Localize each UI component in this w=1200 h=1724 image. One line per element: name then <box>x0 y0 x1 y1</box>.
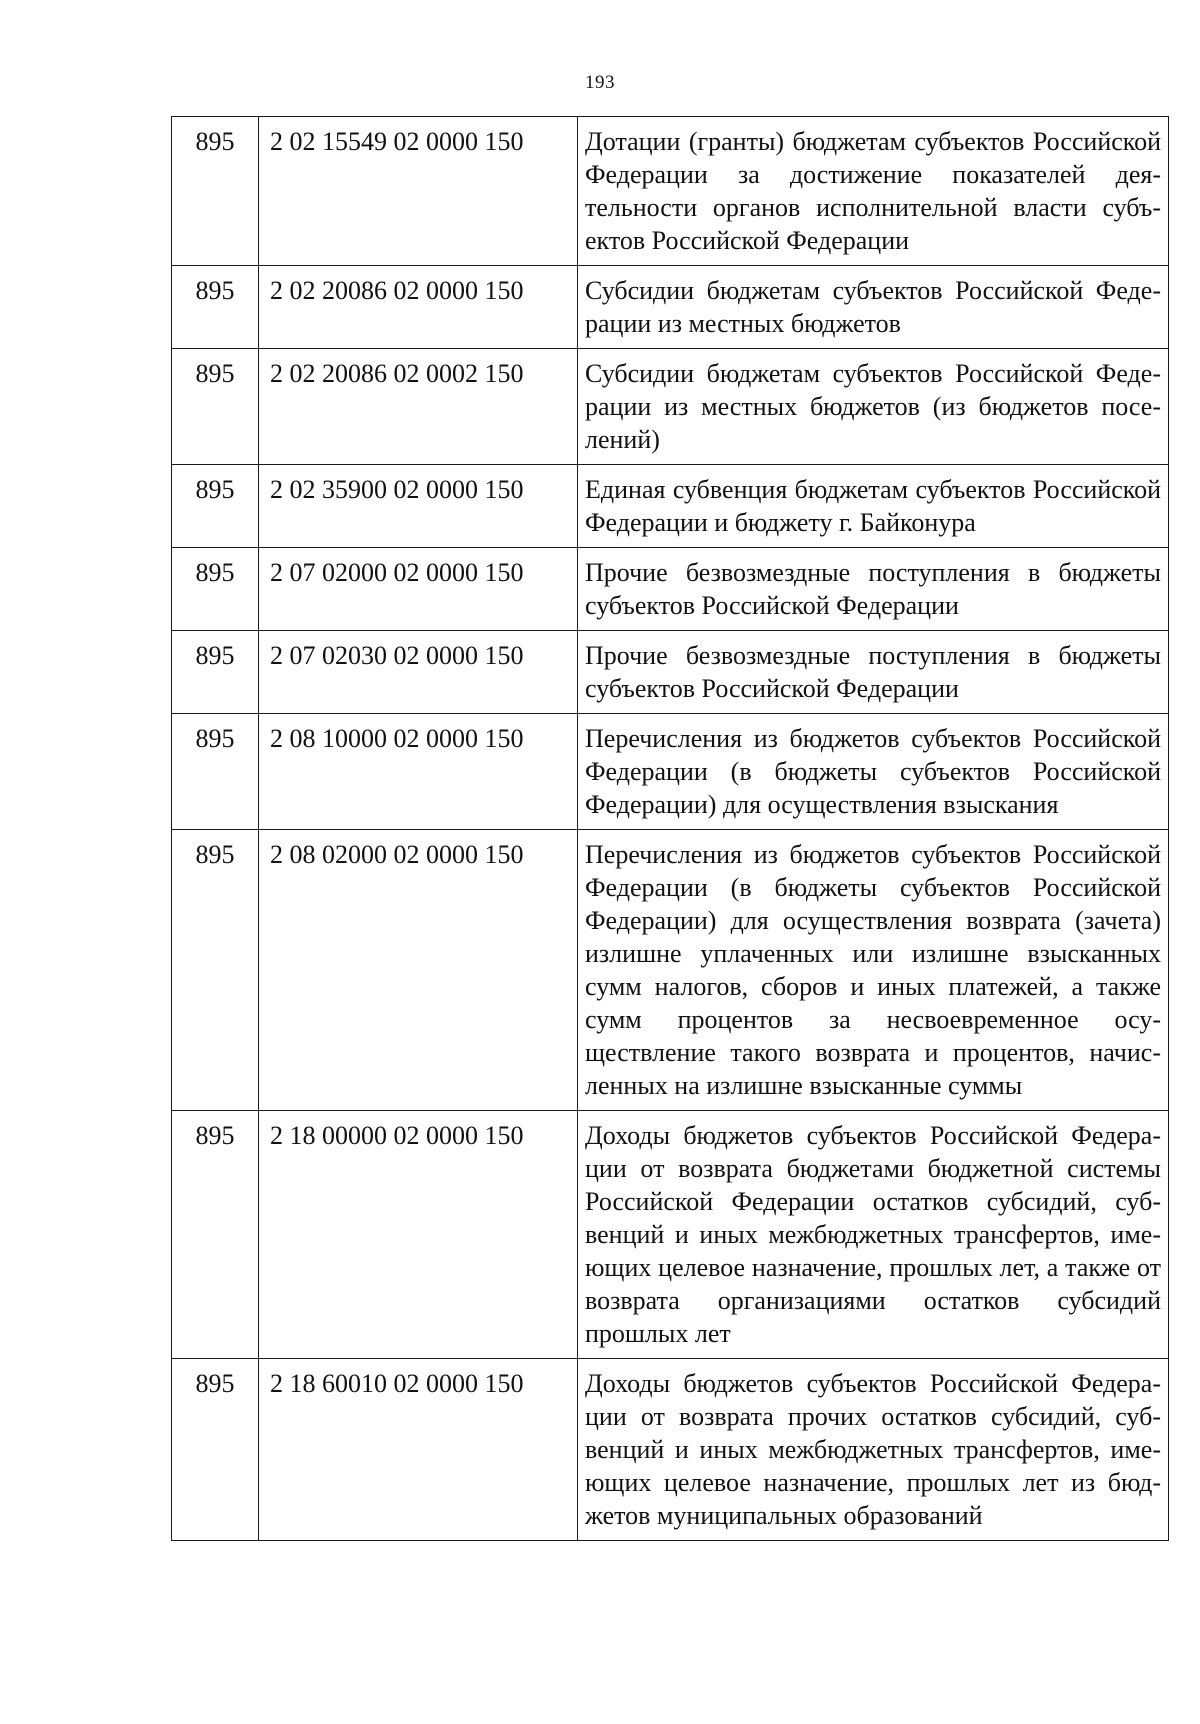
income-name-cell: Единая субвенция бюджетам субъектов Российской Федерации и бюджету г. Байконура <box>578 465 1169 548</box>
income-name-cell: Прочие безвозмездные поступления в бюджеты субъектов Российской Федерации <box>578 631 1169 714</box>
income-name-cell: Доходы бюджетов субъектов Российской Федерации от возврата прочих остатков субсидий, субвенций и иных межбюджетных трансфертов, имеющих целевое назначение, прошлых лет из бюджетов муниципальных образований <box>578 1359 1169 1541</box>
admin-code-cell: 895 <box>172 830 259 1111</box>
budget-code-cell: 2 18 60010 02 0000 150 <box>259 1359 578 1541</box>
income-name-cell: Дотации (гранты) бюджетам субъектов Российской Федерации за достижение показателей деятельности органов исполнительной власти субъектов Российской Федерации <box>578 117 1169 266</box>
table-row <box>172 1111 1169 1359</box>
income-name-cell: Перечисления из бюджетов субъектов Российской Федерации (в бюджеты субъектов Российской Федерации) для осуществления взыскания <box>578 714 1169 830</box>
budget-code-cell: 2 02 20086 02 0002 150 <box>259 349 578 465</box>
admin-code-cell: 895 <box>172 1111 259 1359</box>
admin-code-cell: 895 <box>172 1359 259 1541</box>
table-row <box>172 465 1169 548</box>
budget-code-cell: 2 02 35900 02 0000 150 <box>259 465 578 548</box>
income-name-cell: Субсидии бюджетам субъектов Российской Федерации из местных бюджетов <box>578 266 1169 349</box>
table-row <box>172 631 1169 714</box>
table-row <box>172 548 1169 631</box>
table-body <box>172 117 1169 1541</box>
budget-code-cell: 2 07 02000 02 0000 150 <box>259 548 578 631</box>
table-row <box>172 1359 1169 1541</box>
income-name-cell: Прочие безвозмездные поступления в бюджеты субъектов Российской Федерации <box>578 548 1169 631</box>
page-number: 193 <box>585 72 615 93</box>
admin-code-cell: 895 <box>172 349 259 465</box>
admin-code-cell: 895 <box>172 266 259 349</box>
budget-code-cell: 2 07 02030 02 0000 150 <box>259 631 578 714</box>
admin-code-cell: 895 <box>172 714 259 830</box>
budget-code-cell: 2 18 00000 02 0000 150 <box>259 1111 578 1359</box>
budget-code-cell: 2 08 10000 02 0000 150 <box>259 714 578 830</box>
income-name-cell: Субсидии бюджетам субъектов Российской Федерации из местных бюджетов (из бюджетов поселений) <box>578 349 1169 465</box>
income-name-cell: Доходы бюджетов субъектов Российской Федерации от возврата бюджетами бюджетной системы Российской Федерации остатков субсидий, субвенций и иных межбюджетных трансфертов, имеющих целевое назначение, прошлых лет, а также от возврата организациями остатков субсидий прошлых лет <box>578 1111 1169 1359</box>
budget-code-cell: 2 02 20086 02 0000 150 <box>259 266 578 349</box>
admin-code-cell: 895 <box>172 465 259 548</box>
table-row <box>172 714 1169 830</box>
admin-code-cell: 895 <box>172 117 259 266</box>
table-row <box>172 830 1169 1111</box>
admin-code-cell: 895 <box>172 548 259 631</box>
income-name-cell: Перечисления из бюджетов субъектов Российской Федерации (в бюджеты субъектов Российской Федерации) для осуществления возврата (зачета) излишне уплаченных или излишне взысканных сумм налогов, сборов и иных платежей, а также сумм процентов за несвоевременное осуществление такого возврата и процентов, начисленных на излишне взысканные суммы <box>578 830 1169 1111</box>
admin-code-cell: 895 <box>172 631 259 714</box>
table-row <box>172 349 1169 465</box>
table-row <box>172 266 1169 349</box>
table-row <box>172 117 1169 266</box>
budget-code-cell: 2 08 02000 02 0000 150 <box>259 830 578 1111</box>
budget-code-cell: 2 02 15549 02 0000 150 <box>259 117 578 266</box>
budget-codes-table <box>171 116 1169 1541</box>
